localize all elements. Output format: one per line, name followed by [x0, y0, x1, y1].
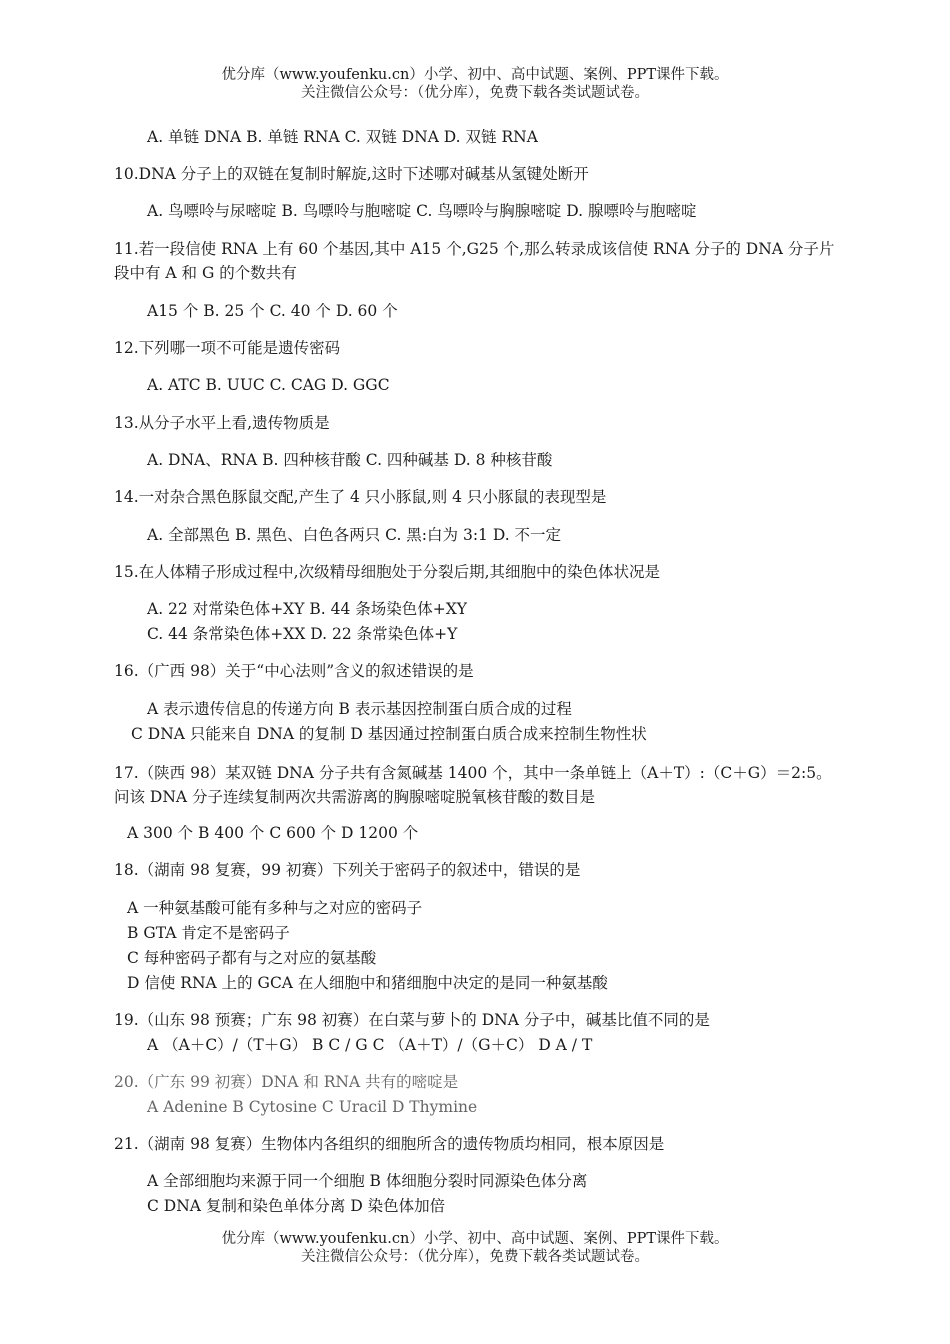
- q18-option-c: C 每种密码子都有与之对应的氨基酸: [127, 949, 377, 967]
- header-line-1: 优分库（www.youfenku.cn）小学、初中、高中试题、案例、PPT课件下载。: [221, 67, 729, 83]
- q10-options: A. 鸟嘌呤与尿嘧啶 B. 鸟嘌呤与胞嘧啶 C. 鸟嘌呤与胸腺嘧啶 D. 腺嘌呤与胞嘧啶: [147, 202, 697, 220]
- q19-options: A （A＋C）/（T＋G） B C / G C （A＋T）/（G＋C） D A / T: [147, 1036, 593, 1054]
- q11-stem: 11.若一段信使 RNA 上有 60 个基因,其中 A15 个,G25 个,那么转录成该信使 RNA 分子的 DNA 分子片段中有 A 和 G 的个数共有: [114, 240, 835, 282]
- footer-line-2: 关注微信公众号：（优分库），免费下载各类试题试卷。: [301, 1249, 649, 1265]
- q14-options: A. 全部黑色 B. 黑色、白色各两只 C. 黑:白为 3:1 D. 不一定: [147, 526, 562, 544]
- q14-stem: 14.一对杂合黑色豚鼠交配,产生了 4 只小豚鼠,则 4 只小豚鼠的表现型是: [114, 488, 607, 506]
- q19-stem: 19.（山东 98 预赛；广东 98 初赛）在白菜与萝卜的 DNA 分子中，碱基比值不同的是: [114, 1011, 710, 1029]
- q16-options-row-1: A 表示遗传信息的传递方向 B 表示基因控制蛋白质合成的过程: [147, 700, 572, 718]
- footer-line-1: 优分库（www.youfenku.cn）小学、初中、高中试题、案例、PPT课件下载。: [221, 1231, 729, 1247]
- page-footer: [0, 1230, 950, 1266]
- q15-options-row-1: A. 22 对常染色体+XY B. 44 条场染色体+XY: [147, 600, 468, 618]
- q18-option-d: D 信使 RNA 上的 GCA 在人细胞中和猪细胞中决定的是同一种氨基酸: [127, 974, 608, 992]
- q16-options-row-2: C DNA 只能来自 DNA 的复制 D 基因通过控制蛋白质合成来控制生物性状: [131, 725, 647, 743]
- q20-options: A Adenine B Cytosine C Uracil D Thymine: [147, 1098, 478, 1116]
- page-header: [0, 66, 950, 102]
- q15-stem: 15.在人体精子形成过程中,次级精母细胞处于分裂后期,其细胞中的染色体状况是: [114, 563, 661, 581]
- q21-options-row-2: C DNA 复制和染色单体分离 D 染色体加倍: [147, 1197, 446, 1215]
- q12-options: A. ATC B. UUC C. CAG D. GGC: [147, 376, 390, 394]
- q21-stem: 21.（湖南 98 复赛）生物体内各组织的细胞所含的遗传物质均相同，根本原因是: [114, 1135, 665, 1153]
- q17-stem: 17.（陕西 98）某双链 DNA 分子共有含氮碱基 1400 个，其中一条单链上（A＋T）:（C＋G）＝2:5。问该 DNA 分子连续复制两次共需游离的胸腺嘧啶脱氧核苷酸的数目是: [114, 764, 832, 806]
- q18-option-b: B GTA 肯定不是密码子: [127, 924, 290, 942]
- q13-options: A. DNA、RNA B. 四种核苷酸 C. 四种碱基 D. 8 种核苷酸: [147, 451, 553, 469]
- q18-stem: 18.（湖南 98 复赛，99 初赛）下列关于密码子的叙述中，错误的是: [114, 861, 581, 879]
- q20-stem: 20.（广东 99 初赛）DNA 和 RNA 共有的嘧啶是: [114, 1073, 459, 1091]
- header-line-2: 关注微信公众号：（优分库），免费下载各类试题试卷。: [301, 85, 649, 101]
- q16-stem: 16.（广西 98）关于“中心法则”含义的叙述错误的是: [114, 662, 474, 680]
- q15-options-row-2: C. 44 条常染色体+XX D. 22 条常染色体+Y: [147, 625, 458, 643]
- q17-options: A 300 个 B 400 个 C 600 个 D 1200 个: [127, 824, 419, 842]
- q10-stem: 10.DNA 分子上的双链在复制时解旋,这时下述哪对碱基从氢键处断开: [114, 165, 589, 183]
- q9-options: A. 单链 DNA B. 单链 RNA C. 双链 DNA D. 双链 RNA: [147, 128, 538, 146]
- q12-stem: 12.下列哪一项不可能是遗传密码: [114, 339, 341, 357]
- q13-stem: 13.从分子水平上看,遗传物质是: [114, 414, 330, 432]
- q11-options: A15 个 B. 25 个 C. 40 个 D. 60 个: [147, 302, 398, 320]
- q21-options-row-1: A 全部细胞均来源于同一个细胞 B 体细胞分裂时同源染色体分离: [147, 1172, 588, 1190]
- q18-option-a: A 一种氨基酸可能有多种与之对应的密码子: [127, 899, 423, 917]
